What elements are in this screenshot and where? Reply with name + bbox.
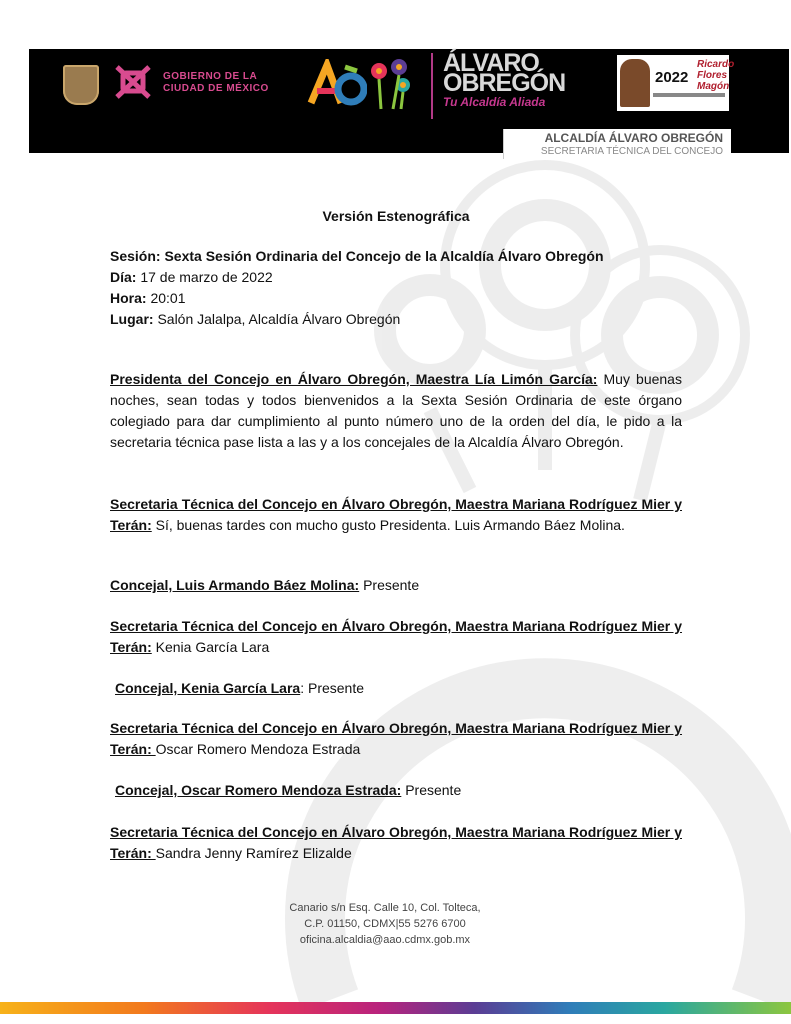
cdmx-knot-icon xyxy=(109,57,157,107)
badge-subtitle-line xyxy=(653,93,725,97)
ao-color-logo-icon xyxy=(307,59,367,107)
department-title: ALCALDÍA ÁLVARO OBREGÓN xyxy=(544,131,723,145)
speaker-name: Secretaria Técnica del Concejo en Álvaro Obregón, Maestra Mariana Rodríguez Mier y Terán: xyxy=(110,618,682,655)
speech-text: Kenia García Lara xyxy=(151,639,270,655)
day-value: 17 de marzo de 2022 xyxy=(136,269,273,285)
cdmx-shield-icon xyxy=(63,65,99,105)
speaker-name: Secretaria Técnica del Concejo en Álvaro Obregón, Maestra Mariana Rodríguez Mier y Terán: xyxy=(110,824,682,861)
place-label: Lugar: xyxy=(110,311,154,327)
transcript-paragraph xyxy=(110,575,682,596)
speaker-name: Secretaria Técnica del Concejo en Álvaro Obregón, Maestra Mariana Rodríguez Mier y Terán: xyxy=(110,720,682,757)
speech-text: Presente xyxy=(401,782,462,798)
department-subtitle: SECRETARIA TÉCNICA DEL CONCEJO xyxy=(540,146,723,157)
flores-magon-badge xyxy=(617,55,735,111)
alcaldia-name-line1: ÁLVARO xyxy=(443,49,539,77)
alcaldia-name xyxy=(443,49,566,97)
badge-name: Ricardo Flores Magón xyxy=(697,59,735,92)
speech-text: Presente xyxy=(359,577,420,593)
alcaldia-slogan: Tu Alcaldía Aliada xyxy=(443,95,546,109)
time-line xyxy=(110,288,186,309)
portrait-icon xyxy=(620,59,650,107)
department-header xyxy=(503,129,731,159)
badge-year: 2022 xyxy=(655,69,689,86)
footer-email: oficina.alcaldia@aao.cdmx.gob.mx xyxy=(299,934,471,946)
day-line xyxy=(110,267,273,288)
session-line: Sesión: Sexta Sesión Ordinaria del Concejo de la Alcaldía Álvaro Obregón xyxy=(110,248,604,264)
gobierno-cdmx-label xyxy=(163,71,269,95)
transcript-paragraph xyxy=(110,822,682,864)
place-value: Salón Jalalpa, Alcaldía Álvaro Obregón xyxy=(153,311,401,327)
speaker-name: Secretaria Técnica del Concejo en Álvaro Obregón, Maestra Mariana Rodríguez Mier y Terán: xyxy=(110,496,682,533)
footer-line2: C.P. 01150, CDMX|55 5276 6700 xyxy=(304,918,466,930)
document-title: Versión Estenográfica xyxy=(322,208,470,224)
speaker-name: Presidenta del Concejo en Álvaro Obregón, Maestra Lía Limón García: xyxy=(110,371,598,387)
header-divider xyxy=(431,53,433,119)
bottom-color-bar xyxy=(0,1002,791,1014)
flowers-icon xyxy=(365,57,415,111)
transcript-paragraph xyxy=(110,718,682,760)
transcript-paragraph xyxy=(110,494,682,536)
speech-text: Oscar Romero Mendoza Estrada xyxy=(155,741,361,757)
footer-address xyxy=(240,900,530,948)
speaker-name: Concejal, Kenia García Lara xyxy=(115,680,301,696)
footer-line1: Canario s/n Esq. Calle 10, Col. Tolteca, xyxy=(289,902,481,914)
place-line xyxy=(110,309,400,330)
transcript-paragraph xyxy=(115,780,687,801)
speech-text: : Presente xyxy=(300,680,365,696)
alcaldia-name-line2: OBREGÓN xyxy=(443,69,566,97)
speaker-name: Concejal, Oscar Romero Mendoza Estrada: xyxy=(115,782,402,798)
gobierno-label-line1: GOBIERNO DE LA xyxy=(163,71,258,82)
speaker-name: Concejal, Luis Armando Báez Molina: xyxy=(110,577,360,593)
speech-text: Muy buenas noches, sean todas y todos bienvenidos a la Sexta Sesión Ordinaria de este órgano colegiado para dar cumplimiento al punto número uno de la orden del día, le pido a la secretaria técnica pase lista a las y a los concejales de la Alcaldía Álvaro Obregón. xyxy=(110,371,682,450)
speech-text: Sí, buenas tardes con mucho gusto Presidenta. Luis Armando Báez Molina. xyxy=(151,517,625,533)
gobierno-label-line2: CIUDAD DE MÉXICO xyxy=(163,83,269,94)
time-label: Hora: xyxy=(110,290,147,306)
transcript-paragraph xyxy=(115,678,687,699)
day-label: Día: xyxy=(110,269,137,285)
time-value: 20:01 xyxy=(146,290,186,306)
transcript-paragraph xyxy=(110,369,682,453)
transcript-paragraph xyxy=(110,616,682,658)
speech-text: Sandra Jenny Ramírez Elizalde xyxy=(155,845,352,861)
